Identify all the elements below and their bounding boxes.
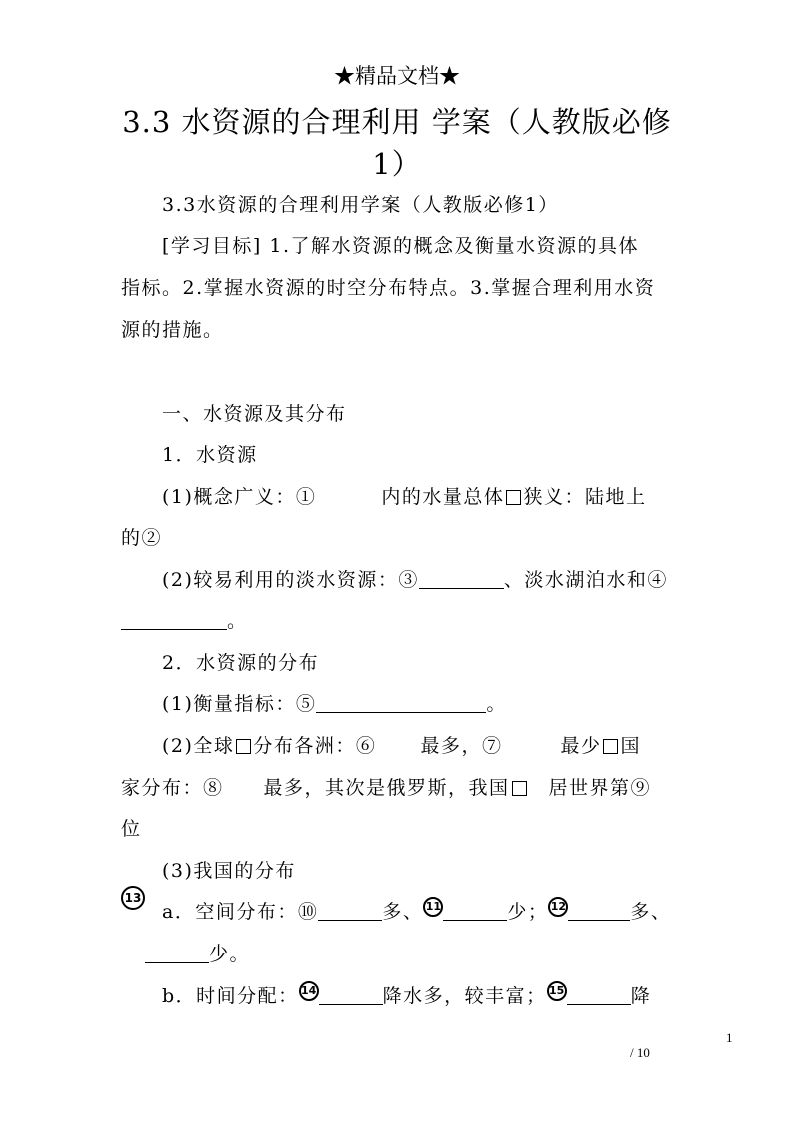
objectives-line-1: [学习目标] 1.了解水资源的概念及衡量水资源的具体: [162, 235, 639, 257]
circled-number-15: 15: [547, 981, 567, 1001]
item-freshwater-b: 、淡水湖泊水和④: [503, 569, 668, 591]
item-concept-b: 内的水量总体: [381, 486, 505, 508]
item-concept-a: (1)概念广义：①: [162, 486, 317, 508]
blank-3: [419, 570, 504, 589]
blank-4: [121, 611, 227, 630]
page-header: ★精品文档★: [334, 64, 460, 88]
item-temporal-b: 降水多，较丰富；: [382, 985, 547, 1007]
item-temporal-a: b．时间分配：: [162, 985, 299, 1007]
objectives-line-3: 源的措施。: [121, 319, 224, 341]
item-global-d: 最少: [560, 735, 602, 757]
item-concept-cont: 的②: [121, 527, 163, 549]
item-spatial: [162, 897, 671, 924]
subsection-water-resources: 1．水资源: [162, 444, 258, 466]
item-global-e: 国: [620, 735, 641, 757]
blank-10: [318, 902, 382, 921]
missing-glyph-box: [603, 739, 618, 754]
item-global-f: 家分布：⑧: [121, 777, 224, 799]
blank-12: [568, 902, 630, 921]
objectives-line-2: 指标。2.掌握水资源的时空分布特点。3.掌握合理利用水资: [121, 277, 656, 299]
subsection-distribution: 2．水资源的分布: [162, 652, 320, 674]
missing-glyph-box: [506, 490, 521, 505]
item-indicator-b: 。: [486, 693, 507, 715]
blank-14: [319, 986, 383, 1005]
circled-number-13: 13: [121, 886, 145, 910]
title-line-1: 3.3 水资源的合理利用 学案（人教版必修: [122, 105, 672, 139]
item-spatial-cont: [145, 939, 250, 966]
item-temporal-c: 降: [630, 985, 652, 1007]
missing-glyph-box: [512, 781, 527, 796]
item-global-cont-2: 位: [121, 818, 142, 840]
blank-5: [316, 694, 486, 713]
item-global-h: 居世界第⑨: [548, 777, 652, 799]
item-global: [162, 731, 641, 758]
item-spatial-e: 少。: [209, 943, 251, 965]
item-global-cont: [121, 773, 651, 800]
item-global-b: 分布各洲：⑥: [253, 735, 377, 757]
item-concept: [162, 482, 646, 509]
circled-number-14: 14: [299, 981, 319, 1001]
item-global-c: 最多，⑦: [420, 735, 503, 757]
item-global-g: 最多，其次是俄罗斯，我国: [263, 777, 510, 799]
item-spatial-a: a．空间分布：⑩: [162, 901, 319, 923]
item-indicator: [162, 689, 507, 716]
title-line-2: 1）: [372, 147, 422, 181]
item-concept-c: 狭义：陆地上: [523, 486, 647, 508]
item-china: (3)我国的分布: [162, 860, 296, 882]
item-freshwater-a: (2)较易利用的淡水资源：③: [162, 569, 419, 591]
item-indicator-a: (1)衡量指标：⑤: [162, 693, 317, 715]
blank-13: [145, 944, 209, 963]
item-spatial-c: 少；: [507, 901, 549, 923]
item-freshwater-cont: [121, 606, 248, 633]
missing-glyph-box: [236, 739, 251, 754]
circled-number-11: 11: [423, 897, 443, 917]
page-number: 1: [726, 1030, 733, 1045]
blank-11: [443, 902, 507, 921]
item-freshwater-c: 。: [227, 610, 248, 632]
circled-number-12: 12: [548, 897, 568, 917]
blank-15: [567, 986, 631, 1005]
item-global-a: (2)全球: [162, 735, 235, 757]
item-temporal: [162, 981, 651, 1008]
item-freshwater: [162, 565, 668, 592]
subtitle: 3.3水资源的合理利用学案（人教版必修1）: [162, 194, 559, 216]
section-heading: 一、水资源及其分布: [162, 403, 347, 425]
item-spatial-b: 多、: [382, 901, 424, 923]
marker-13: [121, 886, 145, 910]
page-total: / 10: [630, 1045, 650, 1060]
item-spatial-d: 多、: [630, 901, 672, 923]
